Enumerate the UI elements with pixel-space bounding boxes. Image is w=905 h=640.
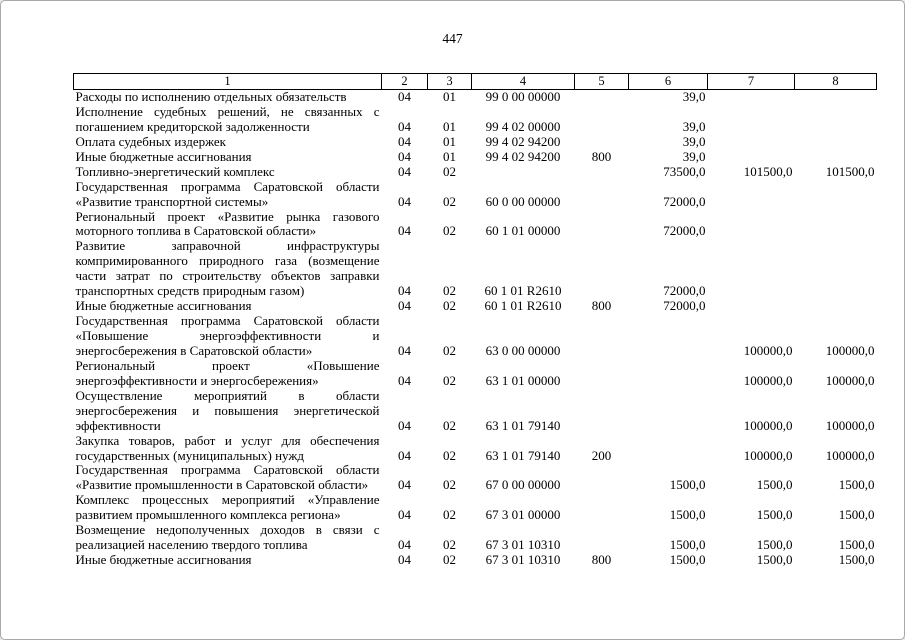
subsection-code-cell: 02 bbox=[443, 417, 456, 433]
amount-year3-cell: 101500,0 bbox=[825, 164, 875, 179]
column-header-5: 5 bbox=[575, 74, 629, 90]
subsection-code-cell: 01 bbox=[443, 149, 456, 164]
target-article-code-cell: 60 0 00 00000 bbox=[485, 193, 561, 209]
row-title-cell: Топливно-энергетический комплекс bbox=[75, 164, 275, 179]
amount-year2-cell bbox=[708, 90, 795, 105]
subsection-code-cell: 02 bbox=[443, 447, 456, 463]
target-article-code-cell: 63 0 00 00000 bbox=[485, 342, 561, 358]
subsection-code-cell: 02 bbox=[443, 477, 456, 493]
column-header-8: 8 bbox=[795, 74, 877, 90]
table-row bbox=[74, 463, 877, 493]
section-code-cell: 04 bbox=[398, 507, 411, 523]
expense-type-code-cell: 800 bbox=[591, 299, 612, 314]
section-code-cell: 04 bbox=[398, 164, 411, 179]
target-article-code-cell: 67 3 01 10310 bbox=[485, 537, 561, 553]
expense-type-code-cell bbox=[575, 165, 629, 180]
amount-year3-cell bbox=[795, 105, 877, 135]
subsection-code-cell: 02 bbox=[443, 193, 456, 209]
subsection-code-cell: 02 bbox=[443, 537, 456, 553]
row-title-cell: Иные бюджетные ассигнования bbox=[75, 553, 252, 568]
expense-type-code-cell bbox=[575, 493, 629, 523]
column-header-4: 4 bbox=[472, 74, 575, 90]
target-article-code-cell: 99 4 02 00000 bbox=[485, 118, 561, 134]
section-code-cell: 04 bbox=[398, 477, 411, 493]
amount-year1-cell: 39,0 bbox=[682, 118, 706, 134]
expense-type-code-cell bbox=[575, 523, 629, 553]
amount-year3-cell: 100000,0 bbox=[825, 447, 875, 463]
column-header-2: 2 bbox=[382, 74, 428, 90]
section-code-cell: 04 bbox=[398, 299, 411, 314]
amount-year1-cell bbox=[629, 314, 708, 359]
table-row bbox=[74, 90, 877, 105]
expense-type-code-cell bbox=[575, 105, 629, 135]
row-title-cell: Иные бюджетные ассигнования bbox=[75, 149, 252, 164]
section-code-cell: 04 bbox=[398, 372, 411, 388]
amount-year3-cell bbox=[795, 135, 877, 150]
section-code-cell: 04 bbox=[398, 447, 411, 463]
table-row bbox=[74, 389, 877, 434]
amount-year2-cell: 1500,0 bbox=[756, 507, 793, 523]
amount-year3-cell bbox=[795, 180, 877, 210]
subsection-code-cell: 02 bbox=[443, 342, 456, 358]
amount-year2-cell: 100000,0 bbox=[743, 342, 793, 358]
row-title-cell: Закупка товаров, работ и услуг для обеспечения государственных (муниципальных) нужд bbox=[75, 433, 380, 463]
subsection-code-cell: 02 bbox=[443, 372, 456, 388]
amount-year2-cell: 100000,0 bbox=[743, 447, 793, 463]
target-article-code-cell: 99 4 02 94200 bbox=[485, 149, 561, 164]
target-article-code-cell: 63 1 01 79140 bbox=[485, 417, 561, 433]
table-row bbox=[74, 135, 877, 150]
subsection-code-cell: 02 bbox=[443, 553, 456, 568]
table-row bbox=[74, 165, 877, 180]
amount-year3-cell: 100000,0 bbox=[825, 417, 875, 433]
amount-year2-cell: 1500,0 bbox=[756, 477, 793, 493]
amount-year2-cell: 101500,0 bbox=[743, 164, 793, 179]
table-row bbox=[74, 434, 877, 464]
table-row bbox=[74, 299, 877, 314]
expense-type-code-cell bbox=[575, 90, 629, 105]
amount-year1-cell: 39,0 bbox=[682, 89, 706, 104]
amount-year1-cell bbox=[629, 359, 708, 389]
amount-year1-cell: 39,0 bbox=[682, 134, 706, 149]
amount-year1-cell: 1500,0 bbox=[669, 553, 706, 568]
amount-year2-cell bbox=[708, 105, 795, 135]
table-row bbox=[74, 210, 877, 240]
expense-type-code-cell bbox=[575, 389, 629, 434]
table-row bbox=[74, 493, 877, 523]
table-row bbox=[74, 523, 877, 553]
budget-table bbox=[73, 73, 877, 568]
amount-year3-cell: 100000,0 bbox=[825, 342, 875, 358]
section-code-cell: 04 bbox=[398, 223, 411, 239]
column-header-6: 6 bbox=[629, 74, 708, 90]
table-row bbox=[74, 314, 877, 359]
amount-year3-cell bbox=[795, 150, 877, 165]
amount-year2-cell: 1500,0 bbox=[756, 553, 793, 568]
row-title-cell: Государственная программа Саратовской области «Развитие промышленности в Саратовской области» bbox=[75, 463, 380, 493]
section-code-cell: 04 bbox=[398, 537, 411, 553]
row-title-cell: Иные бюджетные ассигнования bbox=[75, 299, 252, 314]
row-title-cell: Государственная программа Саратовской области «Повышение энергоэффективности и энергосбережения в Саратовской области» bbox=[75, 314, 380, 358]
amount-year1-cell bbox=[629, 389, 708, 434]
table-row bbox=[74, 180, 877, 210]
amount-year1-cell bbox=[629, 434, 708, 464]
target-article-code-cell: 63 1 01 00000 bbox=[485, 372, 561, 388]
subsection-code-cell: 01 bbox=[443, 118, 456, 134]
amount-year3-cell: 1500,0 bbox=[838, 477, 875, 493]
amount-year1-cell: 1500,0 bbox=[669, 477, 706, 493]
section-code-cell: 04 bbox=[398, 118, 411, 134]
expense-type-code-cell: 200 bbox=[591, 447, 612, 463]
amount-year2-cell: 100000,0 bbox=[743, 417, 793, 433]
subsection-code-cell: 02 bbox=[443, 299, 456, 314]
amount-year1-cell: 73500,0 bbox=[663, 164, 706, 179]
target-article-code-cell: 67 3 01 10310 bbox=[485, 553, 561, 568]
subsection-code-cell: 02 bbox=[443, 283, 456, 299]
table-body bbox=[74, 90, 877, 569]
page-number: 447 bbox=[442, 31, 463, 46]
amount-year3-cell: 100000,0 bbox=[825, 372, 875, 388]
amount-year1-cell: 72000,0 bbox=[663, 283, 706, 299]
amount-year2-cell bbox=[708, 210, 795, 240]
expense-type-code-cell bbox=[575, 180, 629, 210]
row-title-cell: Оплата судебных издержек bbox=[75, 134, 226, 149]
section-code-cell: 04 bbox=[398, 134, 411, 149]
amount-year2-cell bbox=[708, 180, 795, 210]
section-code-cell: 04 bbox=[398, 89, 411, 104]
expense-type-code-cell: 800 bbox=[591, 553, 612, 568]
amount-year2-cell: 100000,0 bbox=[743, 372, 793, 388]
amount-year1-cell: 1500,0 bbox=[669, 537, 706, 553]
expense-type-code-cell bbox=[575, 239, 629, 299]
row-title-cell: Комплекс процессных мероприятий «Управление развитием промышленного комплекса региона» bbox=[75, 493, 380, 523]
amount-year2-cell bbox=[708, 135, 795, 150]
subsection-code-cell: 01 bbox=[443, 89, 456, 104]
table-row bbox=[74, 359, 877, 389]
target-article-code-cell bbox=[472, 165, 575, 180]
expense-type-code-cell bbox=[575, 210, 629, 240]
target-article-code-cell: 60 1 01 R2610 bbox=[484, 299, 562, 314]
target-article-code-cell: 60 1 01 00000 bbox=[485, 223, 561, 239]
expense-type-code-cell: 800 bbox=[591, 149, 612, 164]
table-row bbox=[74, 553, 877, 568]
amount-year3-cell bbox=[795, 299, 877, 314]
table-row bbox=[74, 239, 877, 299]
subsection-code-cell: 02 bbox=[443, 164, 456, 179]
target-article-code-cell: 99 4 02 94200 bbox=[485, 134, 561, 149]
target-article-code-cell: 99 0 00 00000 bbox=[485, 89, 561, 104]
amount-year1-cell: 39,0 bbox=[682, 149, 706, 164]
amount-year1-cell: 72000,0 bbox=[663, 299, 706, 314]
expense-type-code-cell bbox=[575, 314, 629, 359]
section-code-cell: 04 bbox=[398, 283, 411, 299]
section-code-cell: 04 bbox=[398, 553, 411, 568]
amount-year3-cell bbox=[795, 90, 877, 105]
amount-year2-cell bbox=[708, 239, 795, 299]
row-title-cell: Региональный проект «Повышение энергоэффективности и энергосбережения» bbox=[75, 358, 380, 388]
column-header-3: 3 bbox=[428, 74, 472, 90]
amount-year3-cell: 1500,0 bbox=[838, 507, 875, 523]
row-title-cell: Региональный проект «Развитие рынка газового моторного топлива в Саратовской области» bbox=[75, 209, 380, 239]
target-article-code-cell: 60 1 01 R2610 bbox=[484, 283, 562, 299]
subsection-code-cell: 01 bbox=[443, 134, 456, 149]
section-code-cell: 04 bbox=[398, 342, 411, 358]
amount-year1-cell: 1500,0 bbox=[669, 507, 706, 523]
expense-type-code-cell bbox=[575, 359, 629, 389]
column-header-1: 1 bbox=[74, 74, 382, 90]
amount-year2-cell bbox=[708, 150, 795, 165]
amount-year2-cell: 1500,0 bbox=[756, 537, 793, 553]
row-title-cell: Осуществление мероприятий в области энергосбережения и повышения энергетической эффективности bbox=[75, 388, 380, 433]
target-article-code-cell: 67 0 00 00000 bbox=[485, 477, 561, 493]
row-title-cell: Исполнение судебных решений, не связанных с погашением кредиторской задолженности bbox=[75, 104, 380, 134]
section-code-cell: 04 bbox=[398, 417, 411, 433]
table-header-row bbox=[74, 74, 877, 90]
amount-year3-cell: 1500,0 bbox=[838, 537, 875, 553]
target-article-code-cell: 67 3 01 00000 bbox=[485, 507, 561, 523]
target-article-code-cell: 63 1 01 79140 bbox=[485, 447, 561, 463]
row-title-cell: Возмещение недополученных доходов в связи с реализацией населению твердого топлива bbox=[75, 523, 380, 553]
expense-type-code-cell bbox=[575, 135, 629, 150]
column-header-7: 7 bbox=[708, 74, 795, 90]
row-title-cell: Расходы по исполнению отдельных обязательств bbox=[75, 89, 347, 104]
table-row bbox=[74, 150, 877, 165]
amount-year3-cell: 1500,0 bbox=[838, 553, 875, 568]
amount-year3-cell bbox=[795, 239, 877, 299]
section-code-cell: 04 bbox=[398, 193, 411, 209]
amount-year3-cell bbox=[795, 210, 877, 240]
subsection-code-cell: 02 bbox=[443, 223, 456, 239]
expense-type-code-cell bbox=[575, 463, 629, 493]
table-row bbox=[74, 105, 877, 135]
row-title-cell: Государственная программа Саратовской области «Развитие транспортной системы» bbox=[75, 179, 380, 209]
amount-year1-cell: 72000,0 bbox=[663, 223, 706, 239]
row-title-cell: Развитие заправочной инфраструктуры компримированного природного газа (возмещение части затрат по строительству объектов заправки транспортных средств природным газом) bbox=[75, 239, 380, 299]
amount-year1-cell: 72000,0 bbox=[663, 193, 706, 209]
amount-year2-cell bbox=[708, 299, 795, 314]
subsection-code-cell: 02 bbox=[443, 507, 456, 523]
section-code-cell: 04 bbox=[398, 149, 411, 164]
